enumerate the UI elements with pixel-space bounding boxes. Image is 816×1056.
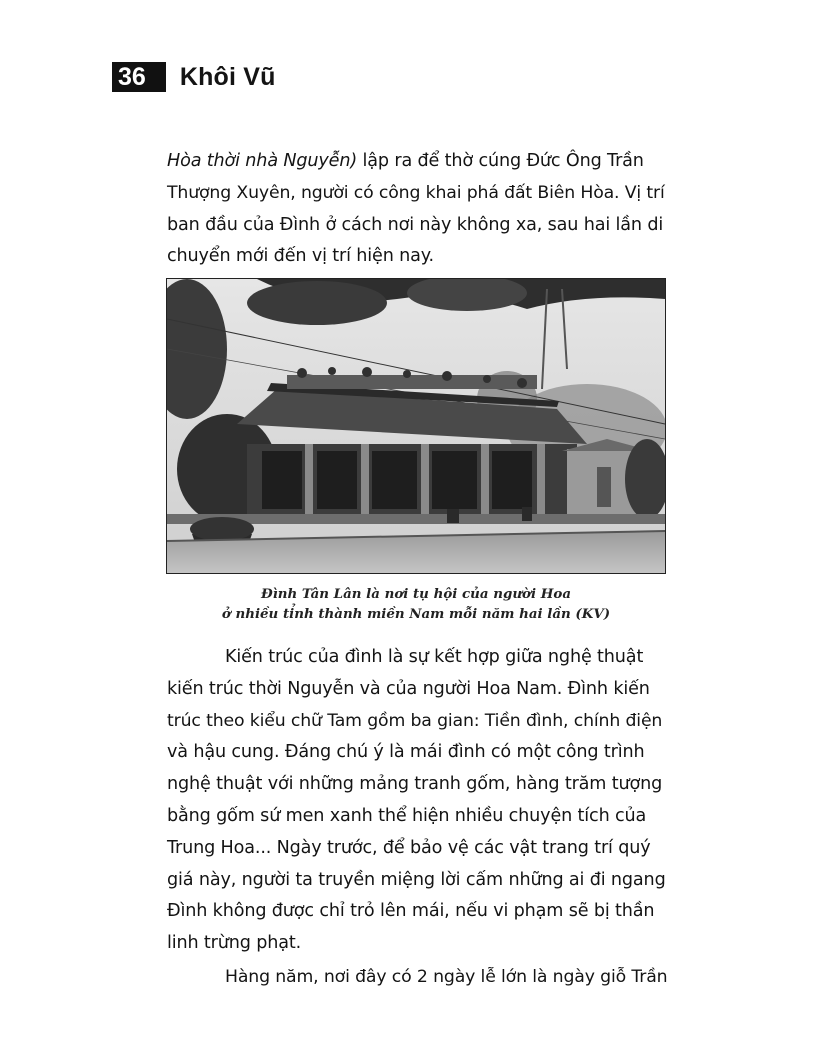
caption-line-1: Đình Tân Lân là nơi tụ hội của người Hoa: [260, 586, 571, 602]
paragraph-2-line-10: linh trừng phạt.: [167, 933, 302, 954]
running-header: [112, 60, 276, 94]
italic-prefix: Hòa thời nhà Nguyễn): [167, 151, 358, 171]
paragraph-2-line-1: Kiến trúc của đình là sự kết hợp giữa nghệ thuật: [225, 647, 644, 667]
paragraph-2-line-9: Đình không được chỉ trỏ lên mái, nếu vi phạm sẽ bị thần: [167, 901, 655, 922]
page-number: 36: [112, 62, 166, 92]
photo-caption: [166, 584, 666, 624]
paragraph-2-line-8: giá này, người ta truyền miệng lời cấm những ai đi ngang: [167, 869, 666, 890]
paragraph-3: [167, 962, 667, 994]
paragraph-1-line-4: chuyển mới đến vị trí hiện nay.: [167, 246, 434, 267]
paragraph-1: [167, 146, 667, 273]
paragraph-1-line-2: Thượng Xuyên, người có công khai phá đất Biên Hòa. Vị trí: [167, 182, 665, 203]
temple-photo: [166, 278, 666, 574]
paragraph-2-line-5: nghệ thuật với những mảng tranh gốm, hàng trăm tượng: [167, 774, 663, 795]
paragraph-1-line-1-text: lập ra để thờ cúng Đức Ông Trần: [362, 151, 644, 171]
paragraph-1-line-1: [167, 146, 667, 178]
paragraph-2: [167, 642, 667, 960]
paragraph-2-line-6: bằng gốm sứ men xanh thể hiện nhiều chuyện tích của: [167, 805, 647, 826]
paragraph-2-line-7: Trung Hoa... Ngày trước, để bảo vệ các vật trang trí quý: [167, 837, 651, 858]
paragraph-2-line-3: trúc theo kiểu chữ Tam gồm ba gian: Tiền đình, chính điện: [167, 710, 663, 731]
running-head-author: Khôi Vũ: [179, 62, 276, 91]
paragraph-2-line-4: và hậu cung. Đáng chú ý là mái đình có một công trình: [167, 742, 645, 763]
paragraph-1-line-3: ban đầu của Đình ở cách nơi này không xa, sau hai lần di: [167, 214, 664, 235]
caption-line-2: ở nhiều tỉnh thành miền Nam mỗi năm hai lần (KV): [221, 606, 611, 622]
paragraph-3-line-1: Hàng năm, nơi đây có 2 ngày lễ lớn là ngày giỗ Trần: [225, 967, 668, 987]
paragraph-2-line-2: kiến trúc thời Nguyễn và của người Hoa Nam. Đình kiến: [167, 678, 650, 699]
temple-photo-illustration: [167, 279, 665, 573]
